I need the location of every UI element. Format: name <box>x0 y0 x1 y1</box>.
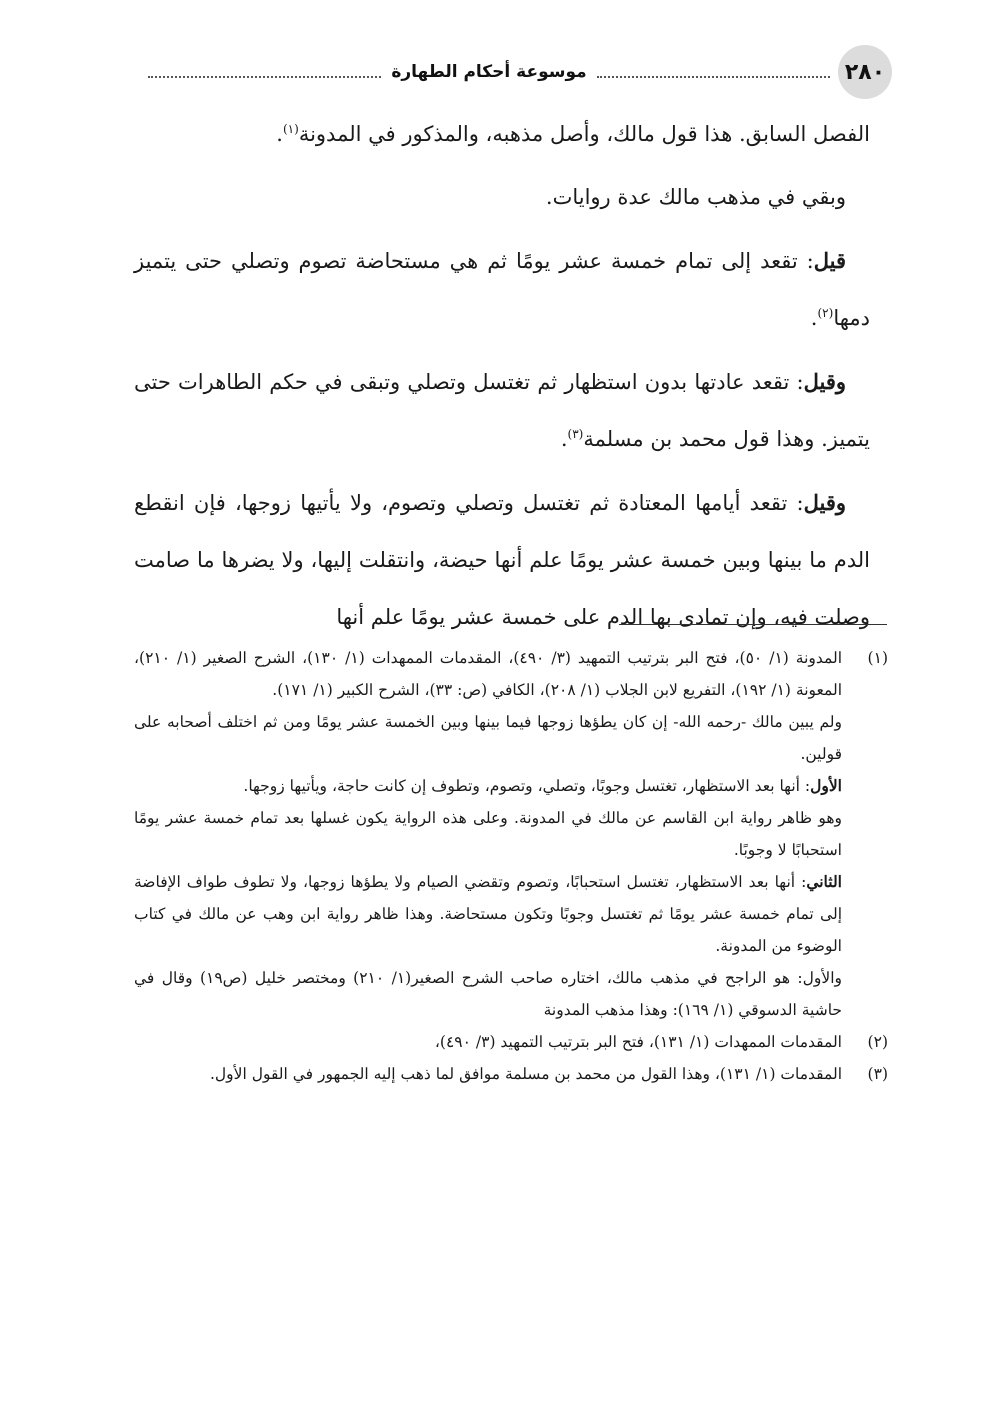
main-text <box>134 106 870 652</box>
footnotes <box>134 642 888 1090</box>
paragraph-5-text: : تقعد أيامها المعتادة ثم تغتسل وتصلي وتصوم، ولا يأتيها زوجها، فإن انقطع الدم ما بينها وبين خمسة عشر يومًا علم أنها حيضة، وانتقلت إليها، ولا يضرها ما صامت وصلت فيه، وإن تمادى بها الدم على خمسة عشر يومًا علم أنها <box>134 491 870 629</box>
footnote-3-number: (٣) <box>867 1065 888 1083</box>
paragraph-3 <box>134 232 870 347</box>
page-header <box>148 42 892 102</box>
footnote-1-first-opinion-detail: وهو ظاهر رواية ابن القاسم عن مالك في المدونة. وعلى هذه الرواية يكون غسلها بعد تمام خمسة عشر يومًا استحبابًا لا وجوبًا. <box>134 809 842 859</box>
paragraph-1-end: . <box>276 122 283 146</box>
paragraph-2-text: وبقي في مذهب مالك عدة روايات. <box>545 185 846 209</box>
paragraph-5-lead: وقيل <box>803 490 846 515</box>
footnote-1-sources: المدونة (١/ ٥٠)، فتح البر بترتيب التمهيد (٣/ ٤٩٠)، المقدمات الممهدات (١/ ١٣٠)، الشرح الصغير (١/ ٢١٠)، المعونة (١/ ١٩٢)، التفريع لابن الجلاب (١/ ٢٠٨)، الكافي (ص: ٣٣)، الشرح الكبير (١/ ١٧١). <box>134 649 843 699</box>
paragraph-4-end: . <box>560 427 568 451</box>
paragraph-3-end: . <box>810 306 818 330</box>
header-dotted-leader-left <box>148 76 381 78</box>
footnote-1-body <box>134 642 842 1026</box>
first-opinion-text: : أنها بعد الاستظهار، تغتسل وجوبًا، وتصلي، وتصوم، وتطوف إن كانت حاجة، ويأتيها زوجها. <box>243 777 811 795</box>
paragraph-1-text: الفصل السابق. هذا قول مالك، وأصل مذهبه، والمذكور في المدونة <box>298 122 870 146</box>
paragraph-3-text: : تقعد إلى تمام خمسة عشر يومًا ثم هي مستحاضة تصوم وتصلي حتى يتميز دمها <box>134 249 870 330</box>
footnote-1-note: ولم يبين مالك -رحمه الله- إن كان يطؤها زوجها فيما بينها وبين الخمسة عشر يومًا ومن ثم اختلف أصحابه على قولين. <box>134 713 842 763</box>
page-number: ٢٨٠ <box>838 45 892 99</box>
footnote-3-body: المقدمات (١/ ١٣١)، وهذا القول من محمد بن مسلمة موافق لما ذهب إليه الجمهور في القول الأول. <box>209 1065 842 1083</box>
footnote-1-preferred: والأول: هو الراجح في مذهب مالك، اختاره صاحب الشرح الصغير(١/ ٢١٠) ومختصر خليل (ص١٩) وقال في حاشية الدسوقي (١/ ١٦٩): وهذا مذهب المدونة <box>134 969 842 1019</box>
footnote-1-second-opinion <box>134 866 842 962</box>
paragraph-4 <box>134 353 870 468</box>
footnote-ref-2[interactable]: (٢) <box>817 306 834 320</box>
footnote-ref-3[interactable]: (٣) <box>567 427 584 441</box>
footnote-1 <box>134 642 888 1026</box>
paragraph-5 <box>134 474 870 646</box>
paragraph-4-lead: وقيل <box>803 369 846 394</box>
book-title: موسوعة أحكام الطهارة <box>391 62 587 82</box>
second-opinion-lead: الثاني <box>806 872 842 891</box>
footnote-separator <box>619 624 887 625</box>
footnote-ref-1[interactable]: (١) <box>282 122 299 136</box>
footnote-2-body: المقدمات الممهدات (١/ ١٣١)، فتح البر بترتيب التمهيد (٣/ ٤٩٠)، <box>434 1033 842 1051</box>
footnote-2-number: (٢) <box>867 1033 888 1051</box>
footnote-1-number: (١) <box>867 649 888 667</box>
paragraph-3-lead: قيل <box>813 248 846 273</box>
header-dotted-leader-right <box>597 76 830 78</box>
footnote-2 <box>134 1026 888 1058</box>
footnote-1-first-opinion <box>134 770 842 802</box>
paragraph-1 <box>134 106 870 163</box>
first-opinion-lead: الأول <box>810 776 842 795</box>
paragraph-2 <box>134 169 870 226</box>
second-opinion-text: : أنها بعد الاستظهار، تغتسل استحبابًا، وتصوم وتقضي الصيام ولا يطؤها زوجها، ولا تطوف طواف الإفاضة إلى تمام خمسة عشر يومًا ثم تغتسل وجوبًا وتكون مستحاضة. وهذا ظاهر رواية ابن وهب عن مالك في كتاب الوضوء من المدونة. <box>134 873 842 955</box>
footnote-3 <box>134 1058 888 1090</box>
paragraph-4-text: : تقعد عادتها بدون استظهار ثم تغتسل وتصلي وتبقى في حكم الطاهرات حتى يتميز. وهذا قول محمد بن مسلمة <box>134 370 870 451</box>
